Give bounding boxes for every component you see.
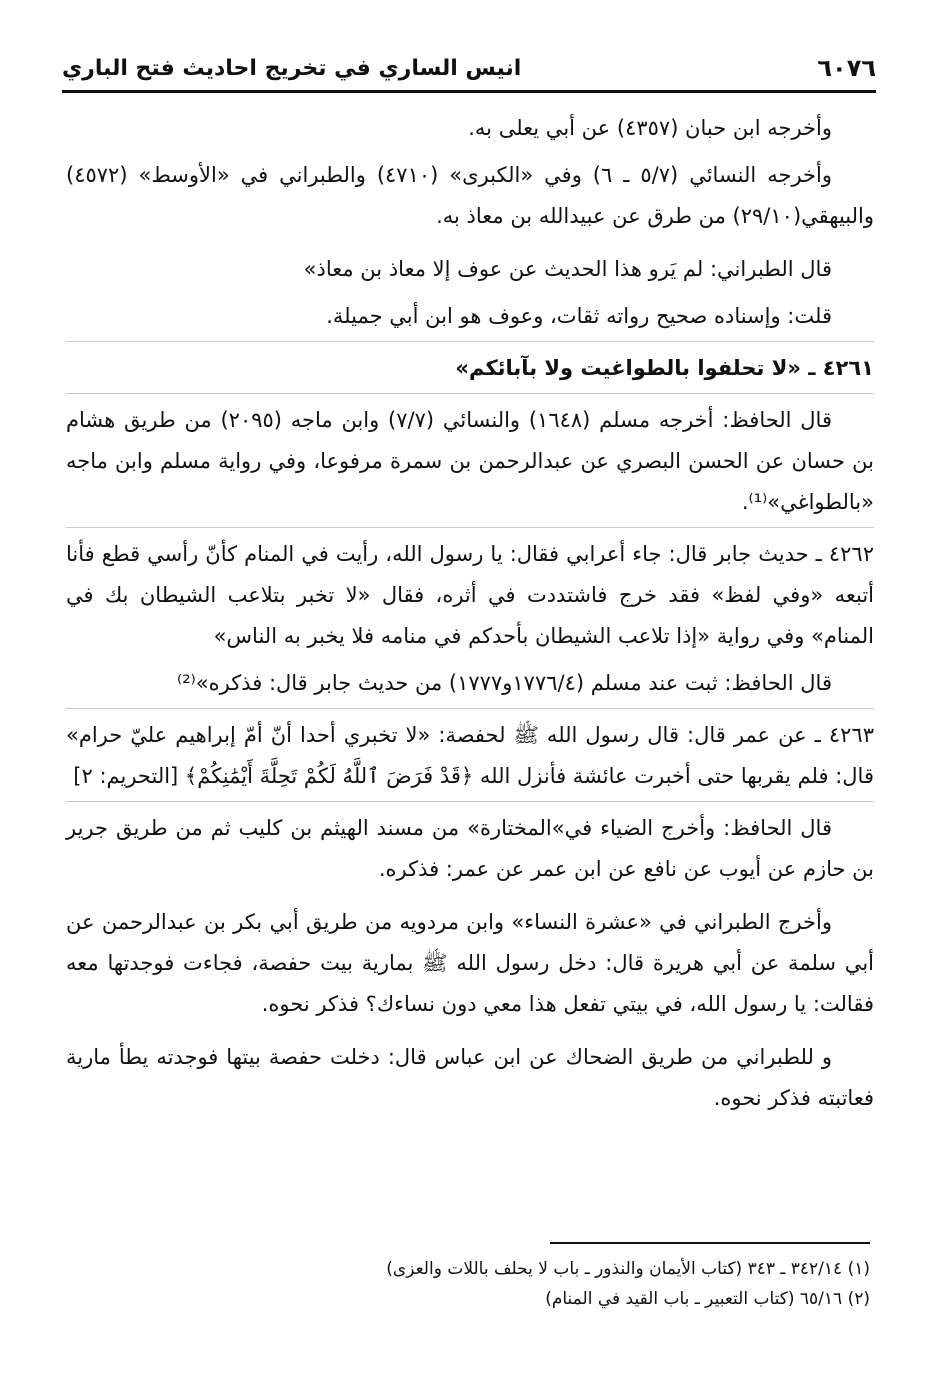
paragraph-comment: قلت: وإسناده صحيح رواته ثقات، وعوف هو ابن أبي جميلة. <box>326 304 832 328</box>
footnote-rule <box>550 1242 870 1244</box>
paragraph-ibn-hibban: وأخرجه ابن حبان (٤٣٥٧) عن أبي يعلى به. <box>468 116 832 140</box>
divider <box>66 708 874 709</box>
footnote-2: (٢) ٦٥/١٦ (كتاب التعبير ـ باب القيد في المنام) <box>545 1289 870 1309</box>
running-title: انيس الساري في تخريج احاديث فتح الباري <box>62 55 522 81</box>
paragraph-tabarani-dahhak: و للطبراني من طريق الضحاك عن ابن عباس قال: دخلت حفصة بيتها فوجدته يطأ مارية فعاتبته فذكر نحوه. <box>66 1045 874 1110</box>
page-number: ٦٠٧٦ <box>817 54 876 82</box>
footnote-1: (١) ٣٤٢/١٤ ـ ٣٤٣ (كتاب الأيمان والنذور ـ باب لا يحلف باللات والعزى) <box>386 1259 870 1279</box>
page-body <box>66 108 874 1119</box>
hadith-4263: ٤٢٦٣ ـ عن عمر قال: قال رسول الله ﷺ لحفصة: «لا تخبري أحدا أنّ أمّ إبراهيم عليّ حرام» قال: فلم يقربها حتى أخبرت عائشة فأنزل الله ﴿قَدْ فَرَضَ ٱللَّهُ لَكُمْ تَحِلَّةَ أَيْمَٰنِكُمْ﴾ [التحريم: ٢] <box>66 723 874 788</box>
paragraph-tabarani-quote: قال الطبراني: لم يَرو هذا الحديث عن عوف إلا معاذ بن معاذ» <box>303 257 832 281</box>
footnotes <box>70 1242 870 1314</box>
paragraph-hafiz-4261: قال الحافظ: أخرجه مسلم (١٦٤٨) والنسائي (٧/٧) وابن ماجه (٢٠٩٥) من طريق هشام بن حسان عن الحسن البصري عن عبدالرحمن بن سمرة مرفوعا، وفي رواية مسلم وابن ماجه «بالطواغي»⁽¹⁾. <box>66 408 874 514</box>
page-header <box>62 46 876 93</box>
divider <box>66 393 874 394</box>
paragraph-tabarani-ashara: وأخرج الطبراني في «عشرة النساء» وابن مردويه من طريق أبي بكر بن عبدالرحمن عن أبي سلمة عن أبي هريرة قال: دخل رسول الله ﷺ بمارية بيت حفصة، فجاءت فوجدتها معه فقالت: يا رسول الله، في بيتي تفعل هذا معي دون نساءك؟ فذكر نحوه. <box>66 910 874 1016</box>
paragraph-hafiz-4263: قال الحافظ: وأخرج الضياء في»المختارة» من مسند الهيثم بن كليب ثم من طريق جرير بن حازم عن أيوب عن نافع عن ابن عمر عن عمر: فذكره. <box>66 816 874 881</box>
divider <box>66 341 874 342</box>
paragraph-hafiz-4262: قال الحافظ: ثبت عند مسلم (١٧٧٦/٤و١٧٧٧) من حديث جابر قال: فذكره»⁽²⁾ <box>177 671 832 695</box>
divider <box>66 527 874 528</box>
paragraph-nasai: وأخرجه النسائي (٥/٧ ـ ٦) وفي «الكبرى» (٤٧١٠) والطبراني في «الأوسط» (٤٥٧٢) والبيهقي(٢٩/١٠) من طرق عن عبيدالله بن معاذ به. <box>66 163 874 228</box>
hadith-4261-heading: ٤٢٦١ ـ «لا تحلفوا بالطواغيت ولا بآبائكم» <box>455 356 874 380</box>
divider <box>66 801 874 802</box>
hadith-4262: ٤٢٦٢ ـ حديث جابر قال: جاء أعرابي فقال: يا رسول الله، رأيت في المنام كأنّ رأسي قطع فأنا أتبعه «وفي لفظ» فقد خرج فاشتددت في أثره، فقال «لا تخبر بتلاعب الشيطان بك في المنام» وفي رواية «إذا تلاعب الشيطان بأحدكم في منامه فلا يخبر به الناس» <box>66 542 874 648</box>
